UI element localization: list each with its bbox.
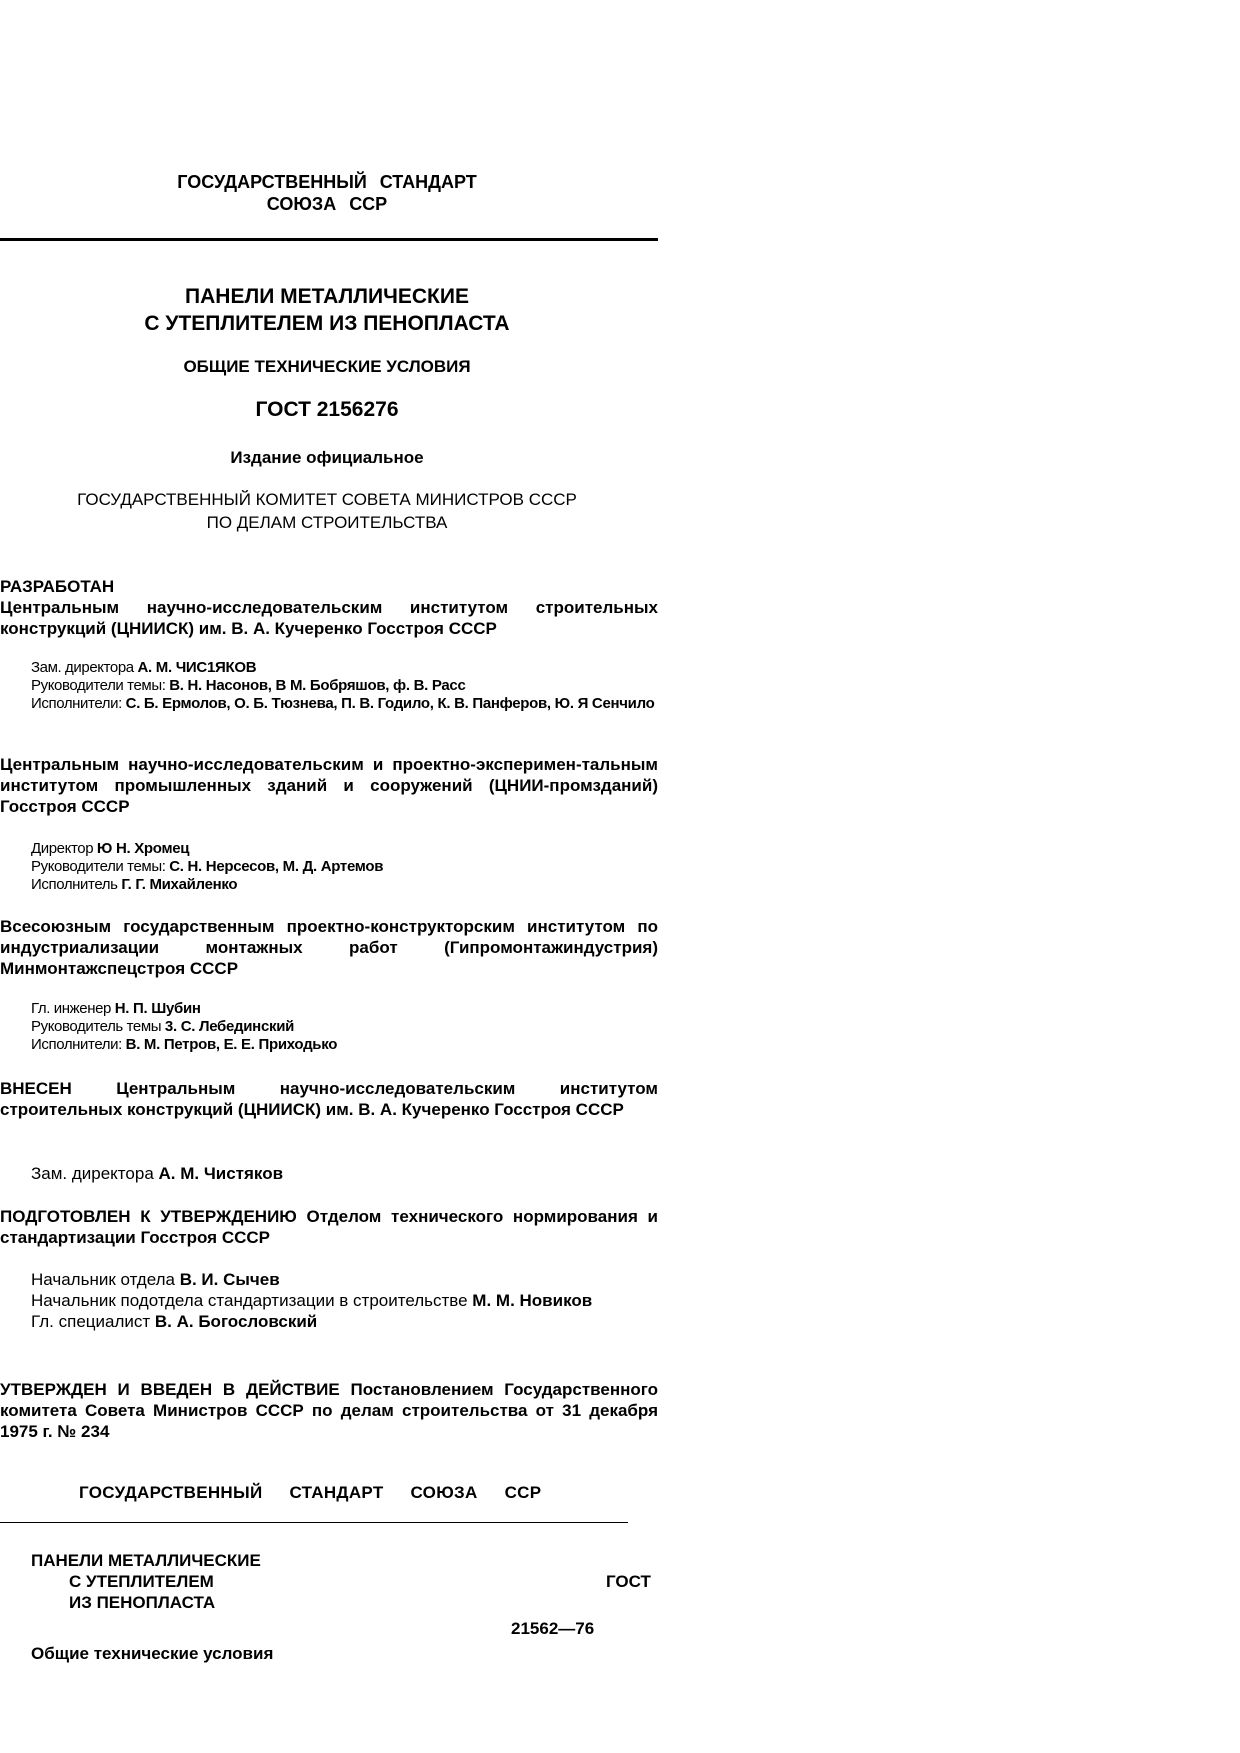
developed-org2: Центральным научно-исследовательским и проектно-эксперимен-тальным институтом промышленных зданий и сооружений (ЦНИИ-промзданий) Госстроя СССР (0, 755, 658, 816)
committee-line2: ПО ДЕЛАМ СТРОИТЕЛЬСТВА (206, 513, 448, 532)
person-line (31, 1290, 658, 1311)
header-divider (0, 238, 658, 241)
person-name: А. М. Чистяков (158, 1164, 284, 1183)
prepared-people (31, 1269, 658, 1332)
footer-title-line3: ИЗ ПЕНОПЛАСТА (69, 1593, 216, 1612)
person-line (31, 695, 658, 713)
footer-standard: ГОСУДАРСТВЕННЫЙ СТАНДАРТ СОЮЗА ССР (79, 1483, 542, 1502)
person-role: Руководители темы: (31, 858, 170, 875)
footer-gost-number: 21562—76 (511, 1619, 595, 1638)
person-line (31, 659, 658, 677)
person-line (31, 858, 658, 876)
person-name: Ю Н. Хромец (96, 840, 190, 857)
approved-text: УТВЕРЖДЕН И ВВЕДЕН В ДЕЙСТВИЕ Постановлением Государственного комитета Совета Министров СССР по делам строительства от 31 декабря 1975 г. № 234 (0, 1380, 658, 1441)
person-name: В. А. Богословский (154, 1312, 318, 1331)
person-name: 3. С. Лебединский (164, 1018, 295, 1035)
title-line1: ПАНЕЛИ МЕТАЛЛИЧЕСКИЕ (185, 285, 469, 308)
person-role: Руководители темы: (31, 677, 170, 694)
org1-people (31, 659, 658, 713)
person-role: Исполнители: (31, 1036, 126, 1053)
person-line (31, 1000, 658, 1018)
person-role: Исполнители: (31, 695, 126, 712)
person-role: Начальник отдела (31, 1270, 180, 1289)
footer-gost-label: ГОСТ (606, 1572, 651, 1591)
person-role: Директор (31, 840, 97, 857)
developed-org3: Всесоюзным государственным проектно-конструкторским институтом по индустриализации монтажных работ (Гипромонтажиндустрия) Минмонтажспецстроя СССР (0, 917, 658, 978)
footer-title-line2: С УТЕПЛИТЕЛЕМ (69, 1572, 214, 1591)
person-role: Начальник подотдела стандартизации в строительстве (31, 1291, 473, 1310)
developed-heading: РАЗРАБОТАН (0, 577, 115, 596)
org3-people (31, 1000, 658, 1054)
person-name: В. И. Сычев (179, 1270, 280, 1289)
footer-divider (0, 1522, 628, 1523)
person-line (31, 1036, 658, 1054)
footer-subtitle: Общие технические условия (31, 1644, 274, 1663)
person-line (31, 1269, 658, 1290)
person-name: В. Н. Насонов, В М. Бобряшов, ф. В. Расс (169, 677, 466, 694)
person-name: Н. П. Шубин (114, 1000, 201, 1017)
standard-header-line1: ГОСУДАРСТВЕННЫЙ СТАНДАРТ (177, 172, 477, 192)
person-name: С. Б. Ермолов, О. Б. Тюзнева, П. В. Годило, К. В. Панферов, Ю. Я Сенчило (125, 695, 655, 712)
person-name: А. М. ЧИС1ЯКОВ (137, 659, 257, 676)
edition-label: Издание официальное (230, 448, 424, 467)
gost-number: ГОСТ 2156276 (255, 398, 399, 421)
org2-people (31, 840, 658, 894)
standard-header-line2: СОЮЗА ССР (266, 194, 388, 214)
prepared-text: ПОДГОТОВЛЕН К УТВЕРЖДЕНИЮ Отделом технического нормирования и стандартизации Госстроя СССР (0, 1207, 658, 1247)
person-role: Зам. директора (31, 1164, 159, 1183)
document-subtitle: ОБЩИЕ ТЕХНИЧЕСКИЕ УСЛОВИЯ (183, 357, 471, 376)
standard-header (0, 171, 654, 215)
person-name: С. Н. Нерсесов, М. Д. Артемов (169, 858, 384, 875)
person-line (31, 1311, 658, 1332)
person-role: Гл. специалист (31, 1312, 155, 1331)
introduced-person (31, 1163, 658, 1184)
person-role: Гл. инженер (31, 1000, 115, 1017)
footer-title-line1: ПАНЕЛИ МЕТАЛЛИЧЕСКИЕ (31, 1551, 261, 1570)
person-name: Г. Г. Михайленко (121, 876, 238, 893)
developed-org1: Центральным научно-исследовательским институтом строительных конструкций (ЦНИИСК) им. В. А. Кучеренко Госстроя СССР (0, 598, 658, 638)
person-line (31, 1018, 658, 1036)
person-name: М. М. Новиков (472, 1291, 593, 1310)
person-name: В. М. Петров, Е. Е. Приходько (125, 1036, 338, 1053)
person-line (31, 876, 658, 894)
person-role: Руководитель темы (31, 1018, 165, 1035)
committee-line1: ГОСУДАРСТВЕННЫЙ КОМИТЕТ СОВЕТА МИНИСТРОВ СССР (77, 490, 577, 509)
title-line2: С УТЕПЛИТЕЛЕМ ИЗ ПЕНОПЛАСТА (144, 312, 510, 335)
introduced-text: ВНЕСЕН Центральным научно-исследовательским институтом строительных конструкций (ЦНИИСК) им. В. А. Кучеренко Госстроя СССР (0, 1079, 658, 1119)
person-line (31, 677, 658, 695)
document-title (0, 283, 654, 337)
person-role: Исполнитель (31, 876, 122, 893)
person-line (31, 840, 658, 858)
person-role: Зам. директора (31, 659, 138, 676)
committee-name (0, 488, 654, 534)
